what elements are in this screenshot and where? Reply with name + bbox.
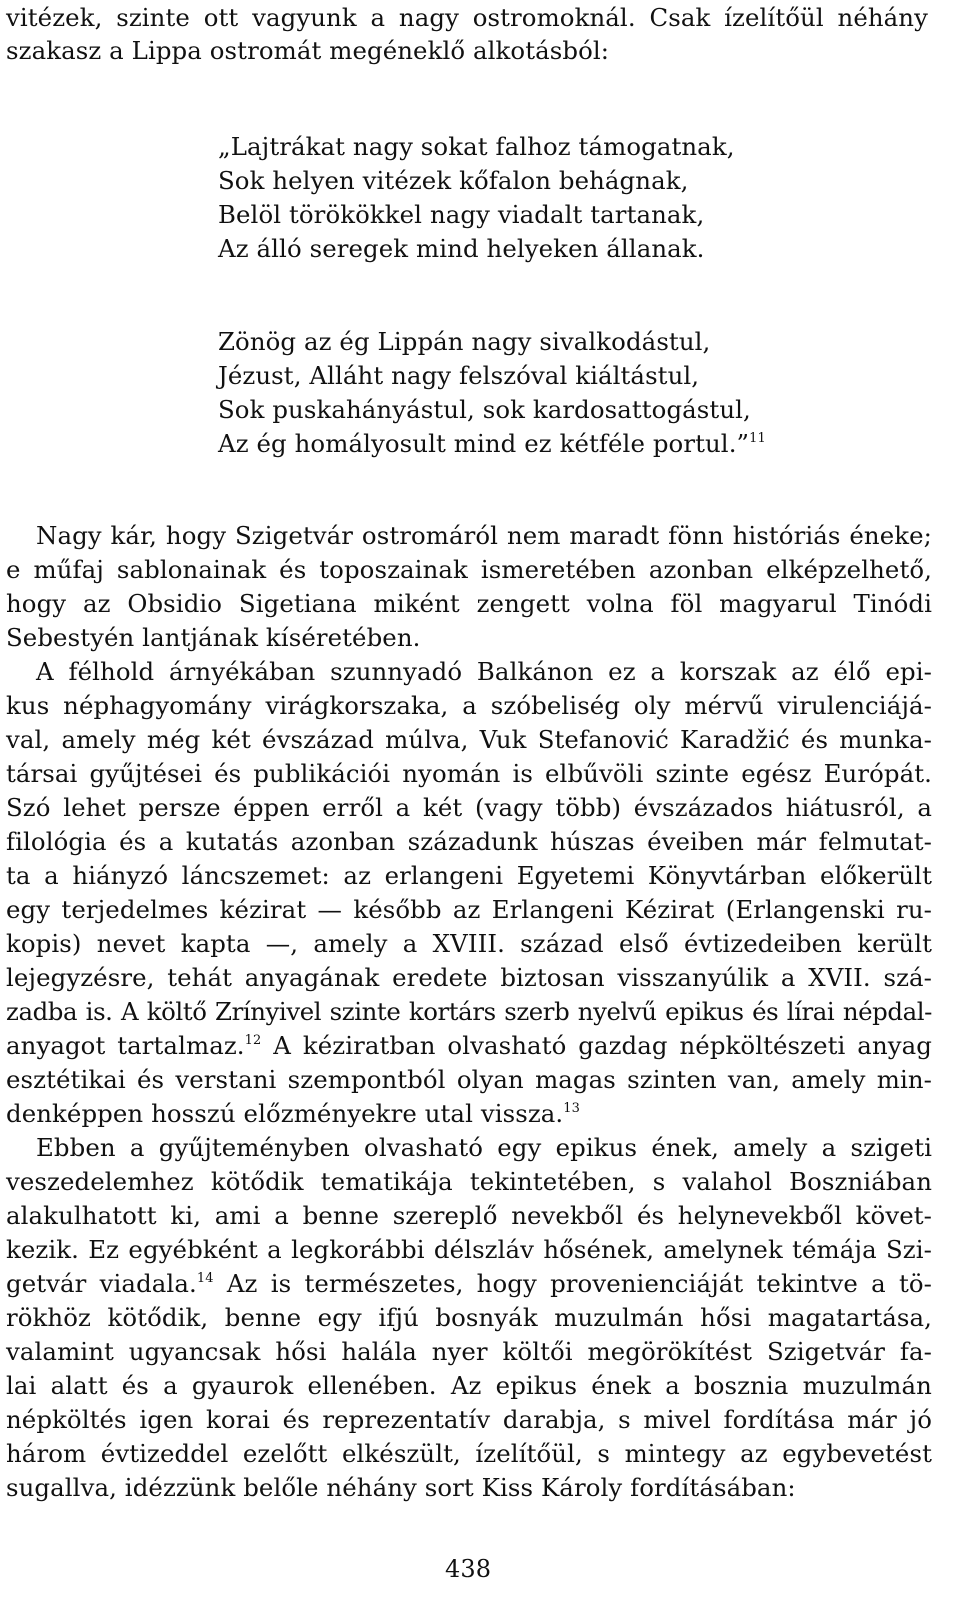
text-line: vitézek, szinte ott vagyunk a nagy ostromoknál. Csak ízelítőül néhány xyxy=(6,3,928,32)
text-line: szakasz a Lippa ostromát megéneklő alkotásból: xyxy=(6,36,610,65)
poem-line: „Lajtrákat nagy sokat falhoz támogatnak, xyxy=(218,132,735,161)
text-line: kopis) nevet kapta —, amely a XVIII. század első évtizedeiben került xyxy=(6,929,932,958)
text-line: sugallva, idézzünk belőle néhány sort Kiss Károly fordításában: xyxy=(6,1473,796,1502)
text-line: e műfaj sablonainak és toposzainak ismeretében azonban elképzelhető, xyxy=(6,555,932,584)
poem-stanza-1 xyxy=(218,130,735,266)
text-line: A félhold árnyékában szunnyadó Balkánon ez a korszak az élő epi- xyxy=(36,657,932,686)
footnote-ref-12: 12 xyxy=(244,1033,262,1048)
text-line: denképpen hosszú előzményekre utal vissza.$^{13}$ xyxy=(6,1099,581,1128)
text-line: val, amely még két évszázad múlva, Vuk Stefanović Karadžić és munka- xyxy=(6,725,932,754)
text-line: lejegyzésre, tehát anyagának eredete biztosan visszanyúlik a XVII. szá- xyxy=(6,963,932,992)
text-line: Sebestyén lantjának kíséretében. xyxy=(6,623,421,652)
poem-line: Zönög az ég Lippán nagy sivalkodástul, xyxy=(218,327,711,356)
poem-line: Belöl törökökkel nagy viadalt tartanak, xyxy=(218,200,705,229)
text-line: ta a hiányzó láncszemet: az erlangeni Egyetemi Könyvtárban előkerült xyxy=(6,861,932,890)
text-line: esztétikai és verstani szempontból olyan magas szinten van, amely min- xyxy=(6,1065,932,1094)
poem-line: Az ég homályosult mind ez kétféle portul.”$^{11}$ xyxy=(218,429,766,458)
text-line: rökhöz kötődik, benne egy ifjú bosnyák muzulmán hősi magatartása, xyxy=(6,1303,932,1332)
text-line: népköltés igen korai és reprezentatív darabja, s mivel fordítása már jó xyxy=(6,1405,932,1434)
poem-line: Jézust, Alláht nagy felszóval kiáltástul, xyxy=(218,361,700,390)
footnote-ref-11: 11 xyxy=(749,431,766,446)
text-line: Szó lehet persze éppen erről a két (vagy több) évszázados hiátusról, a xyxy=(6,793,932,822)
poem-stanza-2 xyxy=(218,325,766,461)
text-line: veszedelemhez kötődik tematikája tekintetében, s valahol Boszniában xyxy=(6,1167,932,1196)
footnote-ref-14: 14 xyxy=(196,1271,214,1286)
text-line: anyagot tartalmaz.$^{12}$ A kéziratban olvasható gazdag népköltészeti anyag xyxy=(6,1031,932,1060)
page-number: 438 xyxy=(445,1555,492,1583)
footnote-ref-13: 13 xyxy=(563,1101,581,1116)
text-line: alakulhatott ki, ami a benne szereplő nevekből és helynevekből követ- xyxy=(6,1201,932,1230)
poem-line: Sok helyen vitézek kőfalon behágnak, xyxy=(218,166,689,195)
text-line: lai alatt és a gyaurok ellenében. Az epikus ének a bosznia muzulmán xyxy=(6,1371,932,1400)
text-line: kezik. Ez egyébként a legkorábbi délszláv hősének, amelynek témája Szi- xyxy=(6,1235,932,1264)
text-line: getvár viadala.$^{14}$ Az is természetes, hogy provenienciáját tekintve a tö- xyxy=(6,1269,932,1298)
text-line: kus néphagyomány virágkorszaka, a szóbeliség oly mérvű virulenciájá- xyxy=(6,691,932,720)
text-line: zadba is. A költő Zrínyivel szinte kortárs szerb nyelvű epikus és lírai népdal- xyxy=(6,997,932,1026)
text-line: filológia és a kutatás azonban századunk húszas éveiben már felmutat- xyxy=(6,827,932,856)
text-line: hogy az Obsidio Sigetiana miként zengett volna föl magyarul Tinódi xyxy=(6,589,932,618)
text-line: valamint ugyancsak hősi halála nyer költői megörökítést Szigetvár fa- xyxy=(6,1337,932,1366)
poem-line: Sok puskahányástul, sok kardosattogástul, xyxy=(218,395,751,424)
poem-line: Az álló seregek mind helyeken állanak. xyxy=(218,234,705,263)
text-line: Ebben a gyűjteményben olvasható egy epikus ének, amely a szigeti xyxy=(36,1133,932,1162)
text-line: három évtizeddel ezelőtt elkészült, ízelítőül, s mintegy az egybevetést xyxy=(6,1439,932,1468)
text-line: egy terjedelmes kézirat — később az Erlangeni Kézirat (Erlangenski ru- xyxy=(6,895,932,924)
text-line: társai gyűjtései és publikációi nyomán is elbűvöli szinte egész Európát. xyxy=(6,759,932,788)
text-line: Nagy kár, hogy Szigetvár ostromáról nem maradt fönn históriás éneke; xyxy=(36,521,932,550)
